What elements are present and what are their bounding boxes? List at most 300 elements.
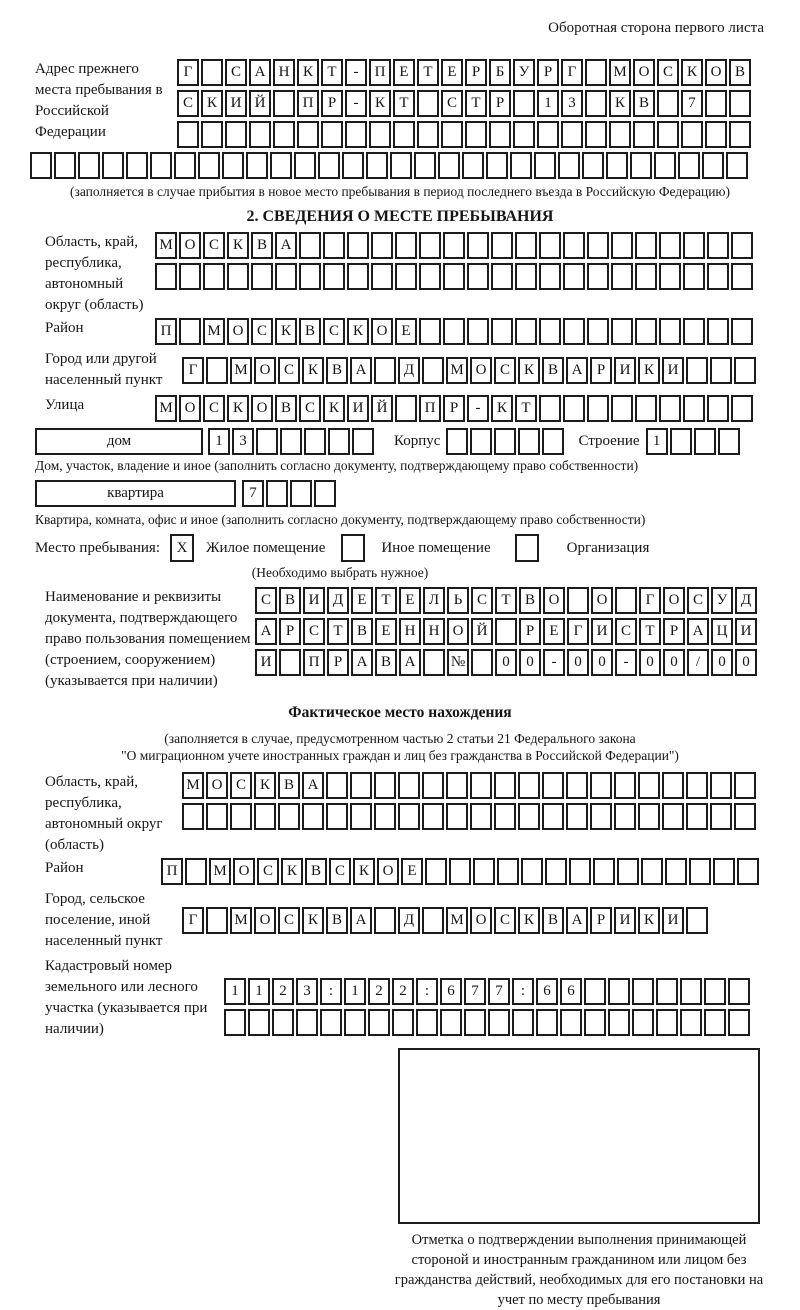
char-box[interactable]	[470, 772, 492, 799]
char-box[interactable]	[683, 263, 705, 290]
char-box[interactable]: 0	[639, 649, 661, 676]
char-box[interactable]: :	[320, 978, 342, 1005]
char-box[interactable]	[294, 152, 316, 179]
char-box[interactable]	[350, 803, 372, 830]
char-box[interactable]: В	[542, 357, 564, 384]
char-box[interactable]	[718, 428, 740, 455]
char-box[interactable]	[734, 803, 756, 830]
char-box[interactable]	[635, 263, 657, 290]
char-box[interactable]: Т	[321, 59, 343, 86]
char-box[interactable]	[224, 1009, 246, 1036]
char-box[interactable]: О	[470, 907, 492, 934]
char-box[interactable]: 0	[495, 649, 517, 676]
char-box[interactable]: С	[657, 59, 679, 86]
char-box[interactable]: О	[233, 858, 255, 885]
char-box[interactable]: М	[230, 907, 252, 934]
char-box[interactable]	[606, 152, 628, 179]
char-box[interactable]: К	[638, 357, 660, 384]
char-box[interactable]: К	[297, 59, 319, 86]
char-box[interactable]: В	[375, 649, 397, 676]
char-box[interactable]: Т	[495, 587, 517, 614]
char-box[interactable]	[656, 978, 678, 1005]
char-box[interactable]: Р	[489, 90, 511, 117]
char-box[interactable]: О	[377, 858, 399, 885]
char-box[interactable]	[390, 152, 412, 179]
char-box[interactable]	[438, 152, 460, 179]
char-box[interactable]	[417, 90, 439, 117]
char-box[interactable]: А	[302, 772, 324, 799]
char-box[interactable]: С	[323, 318, 345, 345]
char-box[interactable]	[366, 152, 388, 179]
char-box[interactable]	[248, 1009, 270, 1036]
char-box[interactable]	[174, 152, 196, 179]
char-box[interactable]	[320, 1009, 342, 1036]
char-box[interactable]: П	[419, 395, 441, 422]
char-box[interactable]	[126, 152, 148, 179]
char-box[interactable]	[440, 1009, 462, 1036]
char-box[interactable]: Т	[327, 618, 349, 645]
checkbox-residential[interactable]: X	[170, 534, 194, 562]
char-box[interactable]: К	[491, 395, 513, 422]
char-box[interactable]	[659, 232, 681, 259]
char-box[interactable]: П	[161, 858, 183, 885]
char-box[interactable]: Т	[393, 90, 415, 117]
char-box[interactable]	[563, 395, 585, 422]
char-box[interactable]: Е	[401, 858, 423, 885]
char-box[interactable]	[609, 121, 631, 148]
char-box[interactable]: 0	[663, 649, 685, 676]
char-box[interactable]: М	[155, 395, 177, 422]
char-box[interactable]: Е	[351, 587, 373, 614]
char-box[interactable]: Р	[663, 618, 685, 645]
char-box[interactable]: -	[467, 395, 489, 422]
char-box[interactable]: А	[275, 232, 297, 259]
char-box[interactable]	[566, 772, 588, 799]
char-box[interactable]: К	[609, 90, 631, 117]
char-box[interactable]	[299, 263, 321, 290]
char-box[interactable]	[304, 428, 326, 455]
char-box[interactable]: -	[345, 59, 367, 86]
char-box[interactable]: Р	[321, 90, 343, 117]
char-box[interactable]: К	[347, 318, 369, 345]
char-box[interactable]: С	[303, 618, 325, 645]
char-box[interactable]	[328, 428, 350, 455]
char-box[interactable]	[587, 232, 609, 259]
char-box[interactable]: 3	[561, 90, 583, 117]
char-box[interactable]: У	[513, 59, 535, 86]
char-box[interactable]: Б	[489, 59, 511, 86]
char-box[interactable]: К	[638, 907, 660, 934]
char-box[interactable]: 7	[681, 90, 703, 117]
char-box[interactable]	[635, 395, 657, 422]
char-box[interactable]	[270, 152, 292, 179]
char-box[interactable]: А	[566, 357, 588, 384]
char-box[interactable]: К	[518, 907, 540, 934]
char-box[interactable]: О	[179, 395, 201, 422]
char-box[interactable]	[246, 152, 268, 179]
char-box[interactable]	[206, 357, 228, 384]
char-box[interactable]	[278, 803, 300, 830]
char-box[interactable]: О	[206, 772, 228, 799]
char-box[interactable]	[737, 858, 759, 885]
char-box[interactable]	[182, 803, 204, 830]
checkbox-other-premises[interactable]	[341, 534, 365, 562]
char-box[interactable]	[539, 318, 561, 345]
char-box[interactable]: М	[182, 772, 204, 799]
char-box[interactable]	[561, 121, 583, 148]
char-box[interactable]: М	[209, 858, 231, 885]
char-box[interactable]: Е	[375, 618, 397, 645]
char-box[interactable]	[585, 59, 607, 86]
char-box[interactable]	[608, 1009, 630, 1036]
char-box[interactable]: В	[633, 90, 655, 117]
char-box[interactable]	[654, 152, 676, 179]
char-box[interactable]: К	[302, 357, 324, 384]
char-box[interactable]	[318, 152, 340, 179]
char-box[interactable]	[462, 152, 484, 179]
char-box[interactable]: 2	[392, 978, 414, 1005]
char-box[interactable]	[102, 152, 124, 179]
char-box[interactable]	[611, 318, 633, 345]
char-box[interactable]: Т	[515, 395, 537, 422]
char-box[interactable]: Н	[273, 59, 295, 86]
char-box[interactable]	[206, 803, 228, 830]
char-box[interactable]: О	[227, 318, 249, 345]
char-box[interactable]	[374, 803, 396, 830]
char-box[interactable]: В	[542, 907, 564, 934]
char-box[interactable]	[710, 357, 732, 384]
char-box[interactable]: С	[230, 772, 252, 799]
char-box[interactable]: А	[255, 618, 277, 645]
char-box[interactable]: Т	[375, 587, 397, 614]
char-box[interactable]: Д	[398, 907, 420, 934]
char-box[interactable]: Ь	[447, 587, 469, 614]
char-box[interactable]	[518, 772, 540, 799]
char-box[interactable]	[611, 395, 633, 422]
char-box[interactable]	[371, 263, 393, 290]
char-box[interactable]: Г	[561, 59, 583, 86]
char-box[interactable]	[491, 318, 513, 345]
char-box[interactable]	[704, 1009, 726, 1036]
char-box[interactable]: Р	[590, 907, 612, 934]
char-box[interactable]	[515, 232, 537, 259]
char-box[interactable]	[467, 263, 489, 290]
char-box[interactable]: К	[254, 772, 276, 799]
char-box[interactable]: С	[687, 587, 709, 614]
char-box[interactable]: И	[591, 618, 613, 645]
char-box[interactable]	[705, 121, 727, 148]
char-box[interactable]	[488, 1009, 510, 1036]
char-box[interactable]: Е	[395, 318, 417, 345]
char-box[interactable]: О	[254, 907, 276, 934]
char-box[interactable]	[632, 978, 654, 1005]
char-box[interactable]: С	[494, 907, 516, 934]
char-box[interactable]: -	[345, 90, 367, 117]
char-box[interactable]	[678, 152, 700, 179]
char-box[interactable]	[539, 395, 561, 422]
char-box[interactable]	[225, 121, 247, 148]
char-box[interactable]	[558, 152, 580, 179]
char-box[interactable]	[670, 428, 692, 455]
char-box[interactable]: К	[681, 59, 703, 86]
char-box[interactable]: 6	[560, 978, 582, 1005]
char-box[interactable]	[731, 318, 753, 345]
char-box[interactable]	[369, 121, 391, 148]
char-box[interactable]: К	[227, 232, 249, 259]
char-box[interactable]: 0	[519, 649, 541, 676]
char-box[interactable]	[344, 1009, 366, 1036]
char-box[interactable]	[681, 121, 703, 148]
char-box[interactable]	[449, 858, 471, 885]
char-box[interactable]	[470, 428, 492, 455]
char-box[interactable]: 1	[248, 978, 270, 1005]
char-box[interactable]: О	[633, 59, 655, 86]
char-box[interactable]: Й	[249, 90, 271, 117]
char-box[interactable]	[537, 121, 559, 148]
char-box[interactable]: О	[371, 318, 393, 345]
char-box[interactable]: И	[735, 618, 757, 645]
char-box[interactable]	[584, 1009, 606, 1036]
char-box[interactable]	[177, 121, 199, 148]
char-box[interactable]	[635, 318, 657, 345]
char-box[interactable]	[584, 978, 606, 1005]
char-box[interactable]	[395, 232, 417, 259]
char-box[interactable]	[686, 357, 708, 384]
char-box[interactable]	[545, 858, 567, 885]
char-box[interactable]	[569, 858, 591, 885]
char-box[interactable]: С	[615, 618, 637, 645]
char-box[interactable]	[374, 357, 396, 384]
char-box[interactable]	[542, 428, 564, 455]
char-box[interactable]: К	[323, 395, 345, 422]
char-box[interactable]	[563, 263, 585, 290]
char-box[interactable]	[446, 772, 468, 799]
char-box[interactable]	[179, 318, 201, 345]
char-box[interactable]	[395, 263, 417, 290]
char-box[interactable]: Р	[443, 395, 465, 422]
char-box[interactable]	[464, 1009, 486, 1036]
char-box[interactable]: :	[416, 978, 438, 1005]
char-box[interactable]	[249, 121, 271, 148]
char-box[interactable]: В	[278, 772, 300, 799]
char-box[interactable]: 7	[488, 978, 510, 1005]
char-box[interactable]	[662, 772, 684, 799]
char-box[interactable]: 1	[224, 978, 246, 1005]
char-box[interactable]: О	[705, 59, 727, 86]
char-box[interactable]: Р	[327, 649, 349, 676]
char-box[interactable]: У	[711, 587, 733, 614]
char-box[interactable]	[398, 772, 420, 799]
char-box[interactable]: К	[518, 357, 540, 384]
char-box[interactable]	[414, 152, 436, 179]
char-box[interactable]: Р	[465, 59, 487, 86]
char-box[interactable]	[566, 803, 588, 830]
char-box[interactable]: К	[369, 90, 391, 117]
char-box[interactable]: К	[227, 395, 249, 422]
char-box[interactable]	[582, 152, 604, 179]
char-box[interactable]	[593, 858, 615, 885]
char-box[interactable]	[326, 803, 348, 830]
char-box[interactable]	[392, 1009, 414, 1036]
char-box[interactable]: И	[255, 649, 277, 676]
char-box[interactable]	[683, 318, 705, 345]
char-box[interactable]: 1	[208, 428, 230, 455]
char-box[interactable]	[587, 263, 609, 290]
char-box[interactable]	[680, 1009, 702, 1036]
char-box[interactable]: П	[155, 318, 177, 345]
char-box[interactable]: П	[297, 90, 319, 117]
char-box[interactable]	[630, 152, 652, 179]
char-box[interactable]	[417, 121, 439, 148]
char-box[interactable]	[54, 152, 76, 179]
char-box[interactable]: Р	[519, 618, 541, 645]
char-box[interactable]	[512, 1009, 534, 1036]
char-box[interactable]: /	[687, 649, 709, 676]
char-box[interactable]	[494, 428, 516, 455]
char-box[interactable]	[683, 395, 705, 422]
char-box[interactable]: М	[155, 232, 177, 259]
char-box[interactable]	[665, 858, 687, 885]
char-box[interactable]	[707, 395, 729, 422]
char-box[interactable]: 7	[242, 480, 264, 507]
char-box[interactable]	[513, 121, 535, 148]
char-box[interactable]: Р	[590, 357, 612, 384]
char-box[interactable]: И	[614, 907, 636, 934]
char-box[interactable]: М	[609, 59, 631, 86]
char-box[interactable]	[302, 803, 324, 830]
char-box[interactable]: В	[326, 907, 348, 934]
char-box[interactable]: А	[351, 649, 373, 676]
char-box[interactable]	[587, 395, 609, 422]
char-box[interactable]: И	[614, 357, 636, 384]
char-box[interactable]: А	[350, 907, 372, 934]
char-box[interactable]	[657, 90, 679, 117]
char-box[interactable]	[590, 772, 612, 799]
char-box[interactable]: И	[347, 395, 369, 422]
char-box[interactable]	[686, 907, 708, 934]
char-box[interactable]	[441, 121, 463, 148]
char-box[interactable]: Г	[639, 587, 661, 614]
char-box[interactable]: С	[257, 858, 279, 885]
char-box[interactable]: О	[543, 587, 565, 614]
char-box[interactable]: Г	[567, 618, 589, 645]
char-box[interactable]	[734, 357, 756, 384]
char-box[interactable]: А	[249, 59, 271, 86]
char-box[interactable]	[707, 263, 729, 290]
char-box[interactable]: О	[663, 587, 685, 614]
char-box[interactable]: С	[278, 907, 300, 934]
char-box[interactable]	[273, 121, 295, 148]
char-box[interactable]: С	[278, 357, 300, 384]
char-box[interactable]: В	[299, 318, 321, 345]
char-box[interactable]: К	[302, 907, 324, 934]
char-box[interactable]: К	[281, 858, 303, 885]
char-box[interactable]	[419, 263, 441, 290]
char-box[interactable]	[30, 152, 52, 179]
char-box[interactable]: С	[471, 587, 493, 614]
char-box[interactable]	[567, 587, 589, 614]
char-box[interactable]: Д	[327, 587, 349, 614]
char-box[interactable]	[296, 1009, 318, 1036]
char-box[interactable]	[326, 772, 348, 799]
char-box[interactable]	[585, 90, 607, 117]
checkbox-organization[interactable]	[515, 534, 539, 562]
char-box[interactable]	[513, 90, 535, 117]
char-box[interactable]	[446, 803, 468, 830]
char-box[interactable]	[323, 232, 345, 259]
char-box[interactable]	[659, 263, 681, 290]
char-box[interactable]: В	[279, 587, 301, 614]
char-box[interactable]: О	[591, 587, 613, 614]
char-box[interactable]	[707, 318, 729, 345]
char-box[interactable]: Й	[471, 618, 493, 645]
char-box[interactable]	[683, 232, 705, 259]
char-box[interactable]	[465, 121, 487, 148]
char-box[interactable]	[521, 858, 543, 885]
char-box[interactable]	[342, 152, 364, 179]
char-box[interactable]	[617, 858, 639, 885]
char-box[interactable]: В	[251, 232, 273, 259]
char-box[interactable]	[704, 978, 726, 1005]
char-box[interactable]: Й	[371, 395, 393, 422]
char-box[interactable]	[443, 318, 465, 345]
char-box[interactable]	[542, 772, 564, 799]
char-box[interactable]: О	[251, 395, 273, 422]
char-box[interactable]	[656, 1009, 678, 1036]
char-box[interactable]	[230, 803, 252, 830]
char-box[interactable]: -	[615, 649, 637, 676]
char-box[interactable]: 2	[368, 978, 390, 1005]
char-box[interactable]	[614, 772, 636, 799]
char-box[interactable]	[686, 772, 708, 799]
char-box[interactable]: 0	[711, 649, 733, 676]
char-box[interactable]	[689, 858, 711, 885]
char-box[interactable]	[251, 263, 273, 290]
char-box[interactable]	[273, 90, 295, 117]
char-box[interactable]	[590, 803, 612, 830]
char-box[interactable]	[662, 803, 684, 830]
char-box[interactable]	[536, 1009, 558, 1036]
char-box[interactable]	[710, 803, 732, 830]
char-box[interactable]	[398, 803, 420, 830]
char-box[interactable]	[422, 772, 444, 799]
char-box[interactable]: Т	[639, 618, 661, 645]
char-box[interactable]	[702, 152, 724, 179]
char-box[interactable]: О	[447, 618, 469, 645]
char-box[interactable]	[515, 263, 537, 290]
char-box[interactable]: И	[225, 90, 247, 117]
char-box[interactable]: 1	[344, 978, 366, 1005]
char-box[interactable]	[633, 121, 655, 148]
char-box[interactable]	[371, 232, 393, 259]
char-box[interactable]: 6	[440, 978, 462, 1005]
char-box[interactable]: 7	[464, 978, 486, 1005]
char-box[interactable]	[395, 395, 417, 422]
char-box[interactable]	[347, 232, 369, 259]
char-box[interactable]	[491, 263, 513, 290]
char-box[interactable]	[266, 480, 288, 507]
char-box[interactable]	[227, 263, 249, 290]
char-box[interactable]	[611, 232, 633, 259]
char-box[interactable]: Е	[543, 618, 565, 645]
char-box[interactable]	[497, 858, 519, 885]
char-box[interactable]	[542, 803, 564, 830]
char-box[interactable]	[608, 978, 630, 1005]
char-box[interactable]: Р	[537, 59, 559, 86]
char-box[interactable]: С	[329, 858, 351, 885]
char-box[interactable]	[515, 318, 537, 345]
char-box[interactable]: 1	[537, 90, 559, 117]
